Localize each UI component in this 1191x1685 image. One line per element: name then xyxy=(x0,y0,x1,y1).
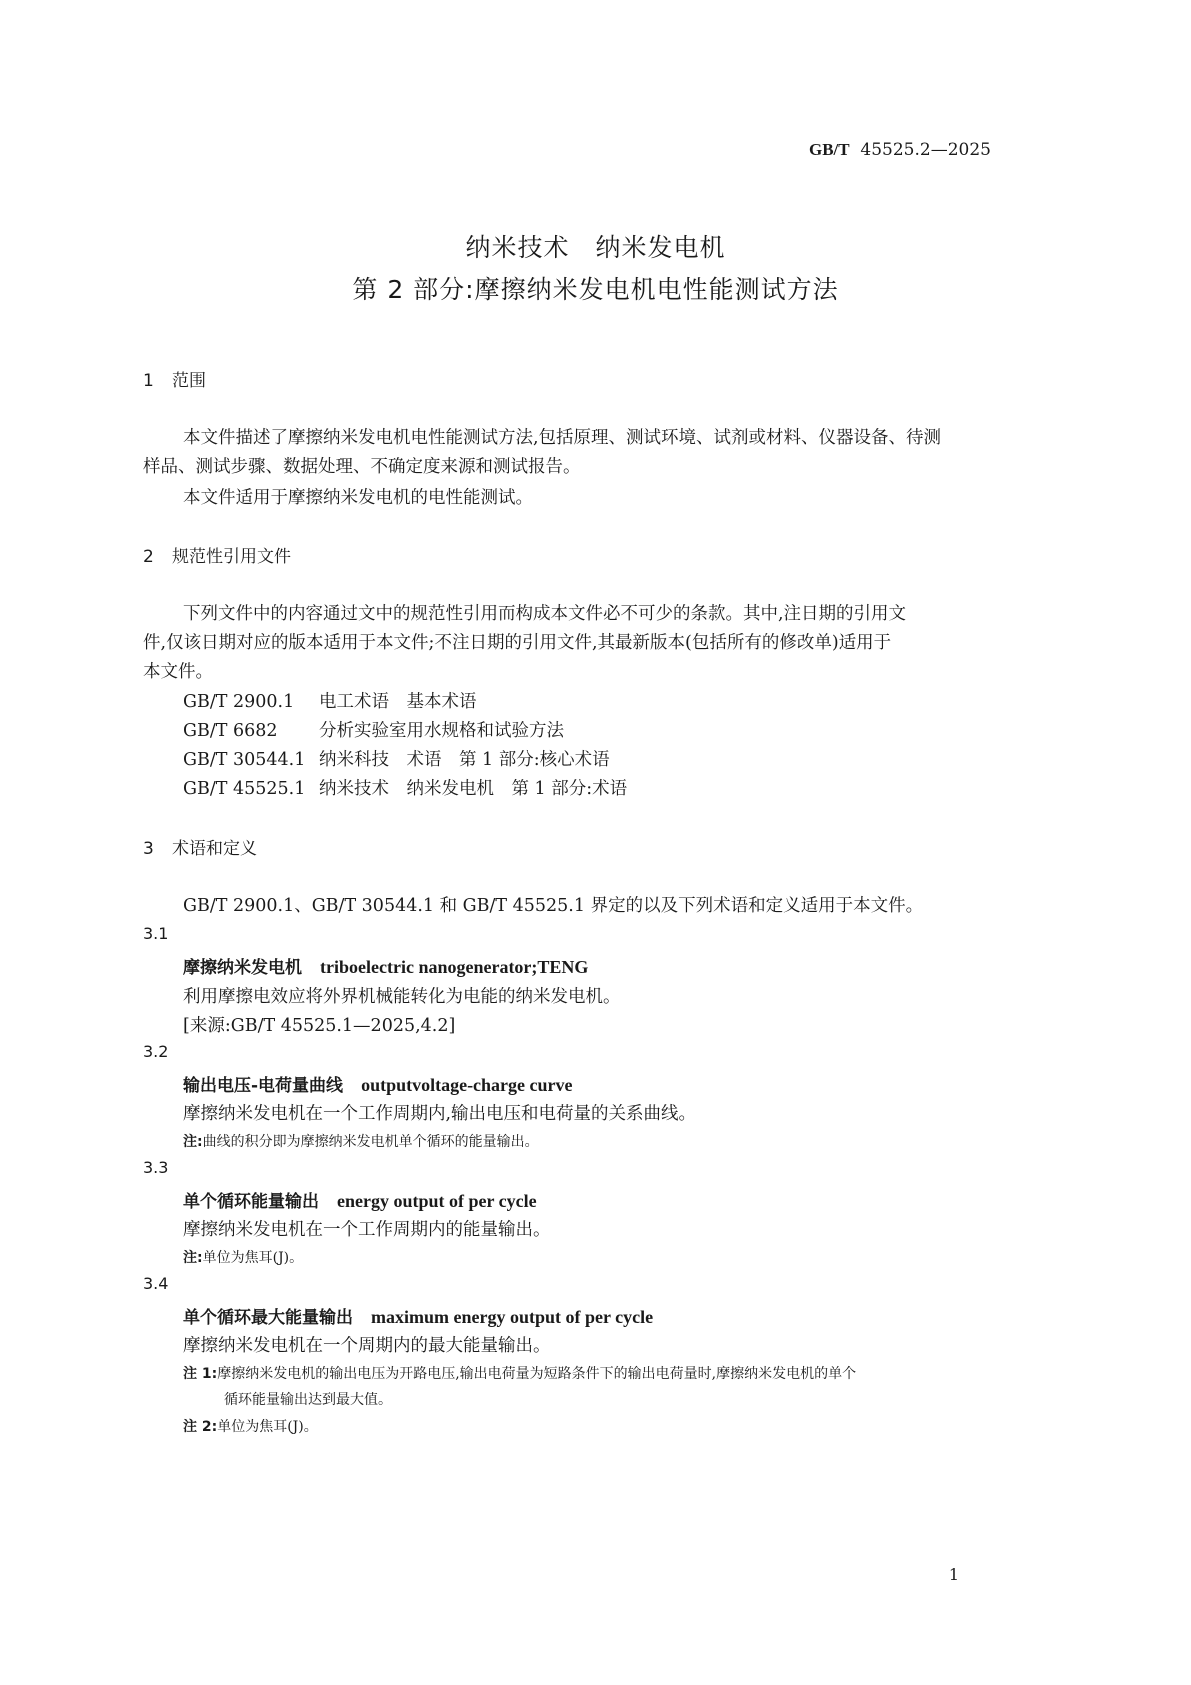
page-number: 1 xyxy=(948,1565,959,1584)
reference-title: 分析实验室用水规格和试验方法 xyxy=(319,721,564,741)
term-en: maximum energy output of per cycle xyxy=(371,1307,654,1327)
paragraph: 本文件适用于摩擦纳米发电机的电性能测试。 xyxy=(183,488,533,508)
reference-title: 纳米科技 术语 第 1 部分:核心术语 xyxy=(319,750,610,770)
paragraph: 本文件。 xyxy=(143,662,213,682)
term-zh: 单个循环能量输出 xyxy=(183,1192,319,1212)
note-text: 单位为焦耳(J)。 xyxy=(217,1419,318,1435)
note-label: 注 1: xyxy=(183,1366,218,1382)
clause-number: 3.4 xyxy=(143,1274,169,1293)
note-text-continued: 循环能量输出达到最大值。 xyxy=(224,1392,392,1408)
term-source: [来源:GB/T 45525.1—2025,4.2] xyxy=(183,1016,456,1036)
term-entry xyxy=(183,953,588,978)
note-label: 注: xyxy=(183,1250,203,1266)
section-number: 3 xyxy=(143,839,154,859)
paragraph: 样品、测试步骤、数据处理、不确定度来源和测试报告。 xyxy=(143,457,581,477)
note-label: 注 2: xyxy=(183,1419,218,1435)
normative-reference xyxy=(183,717,564,742)
term-entry xyxy=(183,1303,653,1328)
clause-number: 3.2 xyxy=(143,1042,169,1061)
normative-reference xyxy=(183,746,610,771)
paragraph: 件,仅该日期对应的版本适用于本文件;不注日期的引用文件,其最新版本(包括所有的修改单)适用于 xyxy=(143,633,892,653)
standard-prefix: GB/T xyxy=(808,140,850,159)
term-en: triboelectric nanogenerator;TENG xyxy=(320,957,589,977)
section-number: 2 xyxy=(143,547,154,567)
note-text: 曲线的积分即为摩擦纳米发电机单个循环的能量输出。 xyxy=(202,1134,539,1150)
standard-number xyxy=(809,140,991,160)
section-2-heading xyxy=(143,542,291,567)
clause-number: 3.3 xyxy=(143,1158,169,1177)
note-label: 注: xyxy=(183,1134,203,1150)
paragraph: 下列文件中的内容通过文中的规范性引用而构成本文件必不可少的条款。其中,注日期的引用文 xyxy=(183,604,907,624)
doc-title-line2: 第 2 部分:摩擦纳米发电机电性能测试方法 xyxy=(352,275,839,304)
section-1-heading xyxy=(143,366,206,391)
reference-code: GB/T 30544.1 xyxy=(183,750,306,770)
term-en: outputvoltage-charge curve xyxy=(361,1075,573,1095)
term-definition: 利用摩擦电效应将外界机械能转化为电能的纳米发电机。 xyxy=(183,987,621,1007)
term-note xyxy=(183,1131,539,1151)
normative-reference xyxy=(183,688,477,713)
doc-title-line1: 纳米技术 纳米发电机 xyxy=(465,233,726,262)
term-entry xyxy=(183,1187,537,1212)
reference-code: GB/T 2900.1 xyxy=(183,692,295,712)
section-title: 规范性引用文件 xyxy=(172,547,291,567)
term-entry xyxy=(183,1071,573,1096)
section-title: 术语和定义 xyxy=(172,839,257,859)
section-number: 1 xyxy=(143,371,154,391)
term-definition: 摩擦纳米发电机在一个工作周期内,输出电压和电荷量的关系曲线。 xyxy=(183,1104,697,1124)
term-note-1 xyxy=(183,1363,856,1383)
normative-reference xyxy=(183,775,627,800)
note-text: 摩擦纳米发电机的输出电压为开路电压,输出电荷量为短路条件下的输出电荷量时,摩擦纳米发电机的单个 xyxy=(217,1366,857,1382)
term-zh: 摩擦纳米发电机 xyxy=(183,958,302,978)
term-zh: 输出电压-电荷量曲线 xyxy=(183,1076,344,1096)
standard-code: 45525.2—2025 xyxy=(860,140,991,160)
reference-code: GB/T 45525.1 xyxy=(183,779,306,799)
clause-number: 3.1 xyxy=(143,924,169,943)
term-definition: 摩擦纳米发电机在一个周期内的最大能量输出。 xyxy=(183,1336,551,1356)
paragraph: GB/T 2900.1、GB/T 30544.1 和 GB/T 45525.1 界定的以及下列术语和定义适用于本文件。 xyxy=(183,896,924,916)
note-text: 单位为焦耳(J)。 xyxy=(202,1250,304,1266)
paragraph: 本文件描述了摩擦纳米发电机电性能测试方法,包括原理、测试环境、试剂或材料、仪器设备、待测 xyxy=(183,428,942,448)
section-title: 范围 xyxy=(172,371,206,391)
reference-code: GB/T 6682 xyxy=(183,721,278,741)
section-3-heading xyxy=(143,834,257,859)
term-note xyxy=(183,1247,303,1267)
term-en: energy output of per cycle xyxy=(337,1191,537,1211)
term-zh: 单个循环最大能量输出 xyxy=(183,1308,353,1328)
term-note-2 xyxy=(183,1416,318,1436)
reference-title: 电工术语 基本术语 xyxy=(319,692,477,712)
reference-title: 纳米技术 纳米发电机 第 1 部分:术语 xyxy=(319,779,628,799)
term-definition: 摩擦纳米发电机在一个工作周期内的能量输出。 xyxy=(183,1220,551,1240)
